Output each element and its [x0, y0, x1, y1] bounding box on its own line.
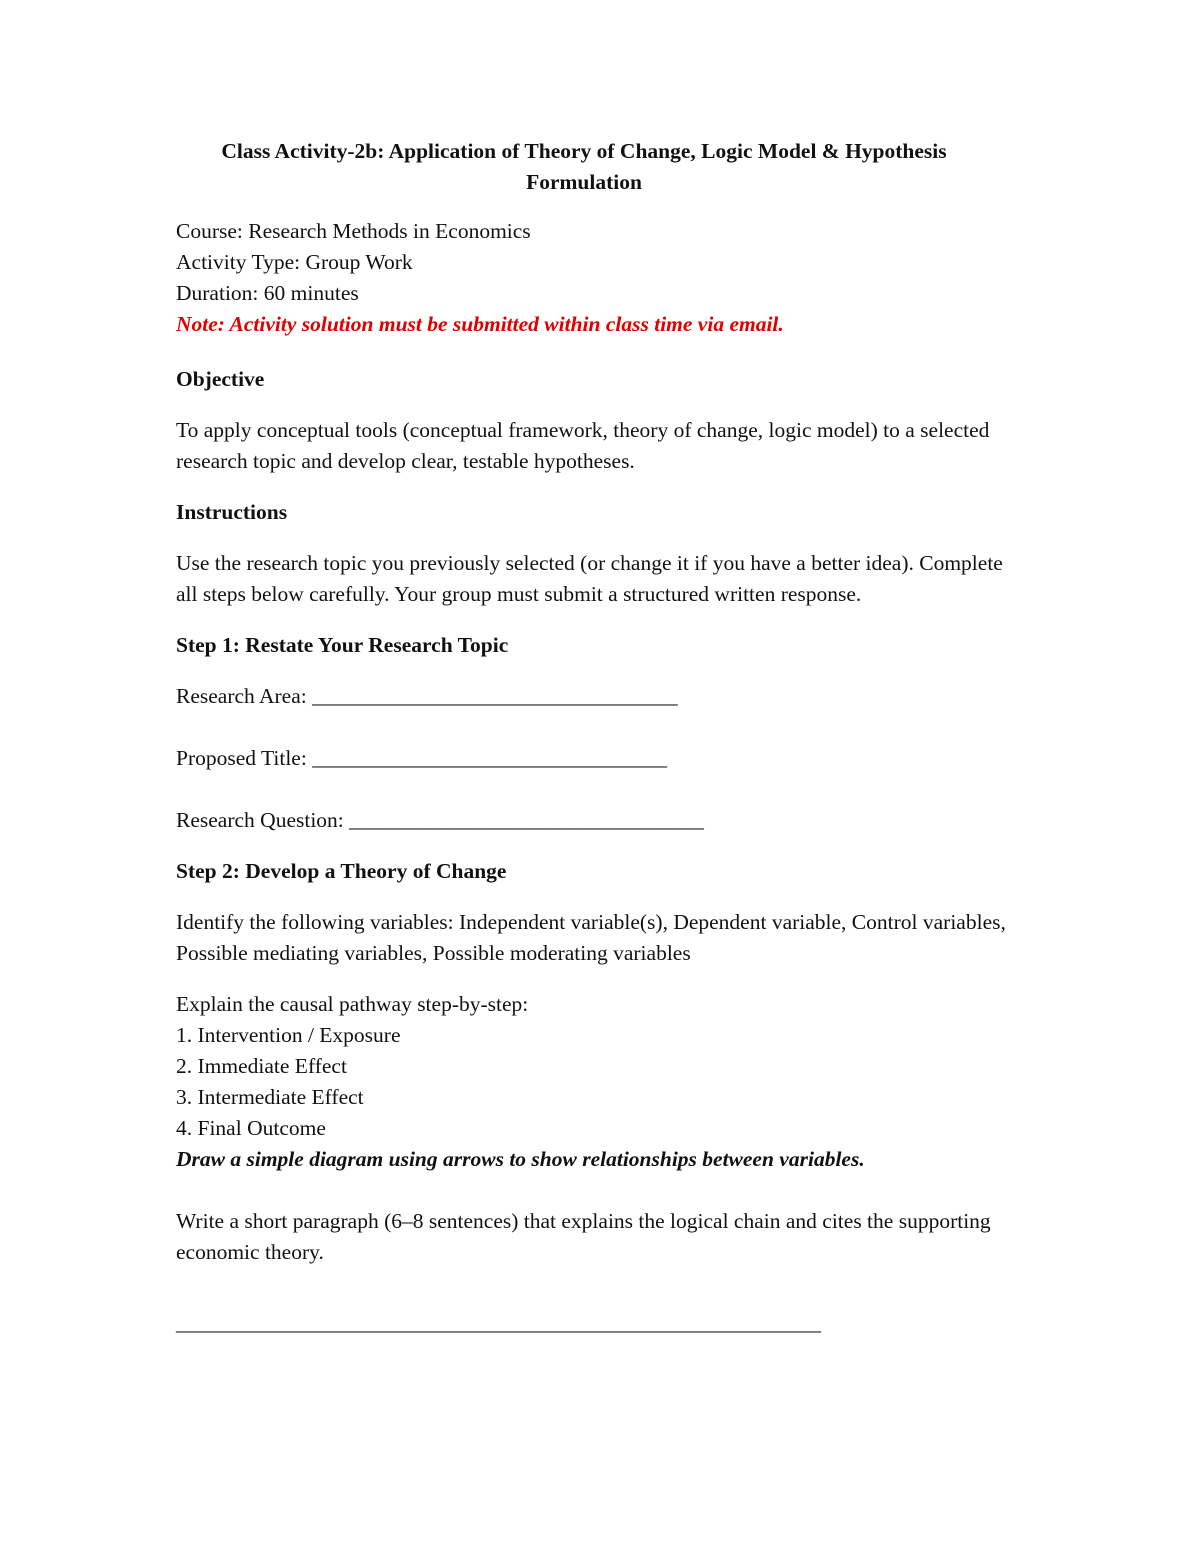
instructions-text: Use the research topic you previously selected (or change it if you have a better idea). Complete all steps below carefully. Your group must submit a structured written response.: [176, 551, 1003, 606]
duration-line: Duration: 60 minutes: [176, 281, 359, 305]
answer-line[interactable]: ____________________________________________________________: [176, 1311, 821, 1335]
spacer: [176, 395, 1016, 415]
diagram-instruction: Draw a simple diagram using arrows to show relationships between variables.: [176, 1147, 865, 1171]
instructions-heading: Instructions: [176, 500, 288, 524]
activity-type-line: Activity Type: Group Work: [176, 250, 413, 274]
spacer: [176, 610, 1016, 630]
spacer: [176, 969, 1016, 989]
spacer: [176, 477, 1016, 497]
identify-variables-text: Identify the following variables: Independent variable(s), Dependent variable, Control variables, Possible mediating variables, Possible moderating variables: [176, 910, 1006, 965]
spacer: [176, 774, 1016, 805]
step2-heading: Step 2: Develop a Theory of Change: [176, 859, 507, 883]
step1-heading: Step 1: Restate Your Research Topic: [176, 633, 509, 657]
pathway-item-4: 4. Final Outcome: [176, 1116, 326, 1140]
objective-heading: Objective: [176, 367, 265, 391]
spacer: [176, 661, 1016, 681]
research-question-field[interactable]: Research Question: _________________________________: [176, 808, 704, 832]
spacer: [176, 1268, 1016, 1308]
causal-pathway-intro: Explain the causal pathway step-by-step:: [176, 992, 529, 1016]
submission-note: Note: Activity solution must be submitted within class time via email.: [176, 312, 784, 336]
pathway-item-3: 3. Intermediate Effect: [176, 1085, 364, 1109]
objective-text: To apply conceptual tools (conceptual framework, theory of change, logic model) to a selected research topic and develop clear, testable hypotheses.: [176, 418, 990, 473]
spacer: [176, 340, 1016, 364]
spacer: [176, 528, 1016, 548]
document-page: [176, 136, 1016, 1339]
spacer: [176, 836, 1016, 856]
course-line: Course: Research Methods in Economics: [176, 219, 531, 243]
document-title: Class Activity-2b: Application of Theory of Change, Logic Model & Hypothesis Formulation: [221, 139, 947, 194]
research-area-field[interactable]: Research Area: __________________________________: [176, 684, 678, 708]
proposed-title-field[interactable]: Proposed Title: _________________________________: [176, 746, 667, 770]
spacer: [176, 712, 1016, 743]
pathway-item-2: 2. Immediate Effect: [176, 1054, 347, 1078]
pathway-item-1: 1. Intervention / Exposure: [176, 1023, 401, 1047]
spacer: [176, 887, 1016, 907]
paragraph-instruction: Write a short paragraph (6–8 sentences) that explains the logical chain and cites the supporting economic theory.: [176, 1209, 991, 1264]
spacer: [176, 1175, 1016, 1206]
